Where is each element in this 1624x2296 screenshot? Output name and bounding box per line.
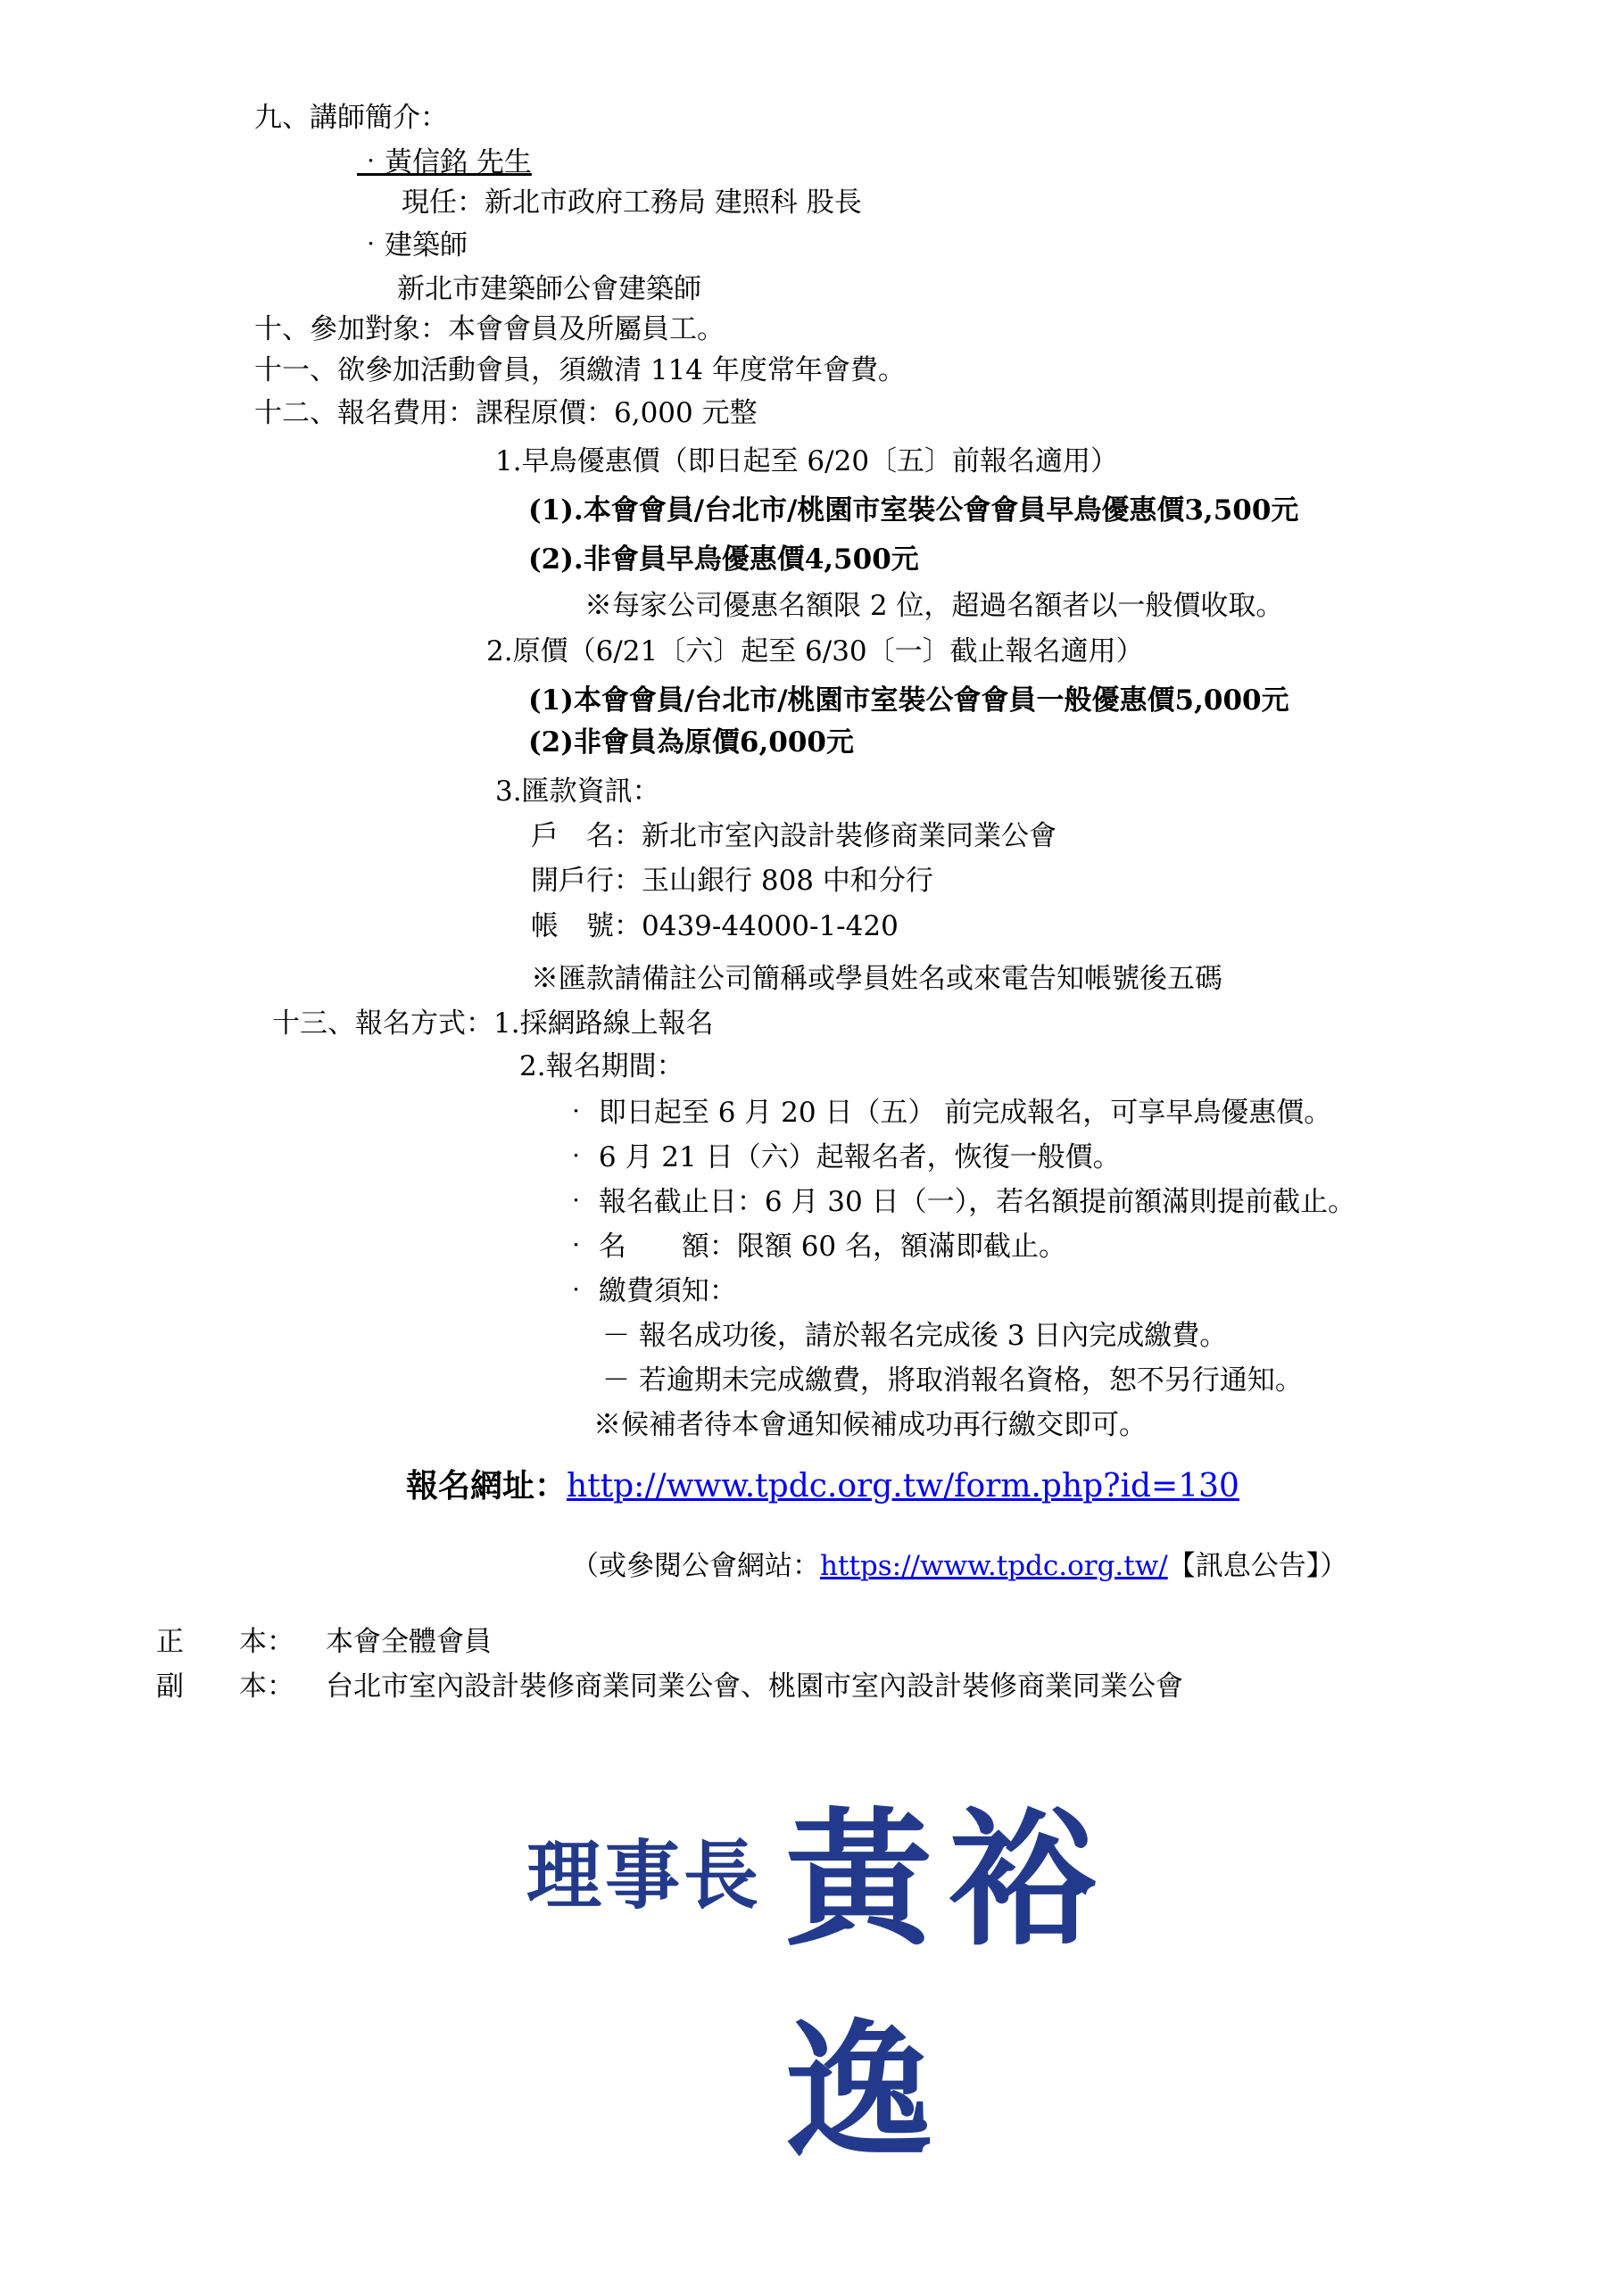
- instructor-name: ‧黃信銘 先生: [357, 146, 532, 178]
- instructor-current-role: 現任：新北市政府工務局 建照科 股長: [402, 186, 862, 219]
- distribution-main-label: 正 本：: [156, 1626, 294, 1658]
- remittance-note: ※匯款請備註公司簡稱或學員姓名或來電告知帳號後五碼: [531, 963, 1222, 995]
- regular-nonmember-price: (2)非會員為原價6,000元: [528, 726, 854, 758]
- distribution-copy-label: 副 本：: [156, 1670, 294, 1703]
- remittance-heading: 3.匯款資訊：: [495, 775, 660, 808]
- distribution-main-value: 本會全體會員: [326, 1626, 492, 1658]
- registration-bullet: ‧ 繳費須知：: [562, 1275, 737, 1307]
- remittance-bank: 開戶行：玉山銀行 808 中和分行: [531, 865, 933, 897]
- website-reference-suffix: 【訊息公告】）: [1167, 1550, 1348, 1582]
- website-link[interactable]: https://www.tpdc.org.tw/: [820, 1550, 1168, 1582]
- early-bird-member-price: (1).本會會員/台北市/桃園市室裝公會會員早鳥優惠價3,500元: [528, 494, 1299, 526]
- instructor-title-detail: 新北市建築師公會建築師: [397, 273, 701, 305]
- instructor-title: ‧建築師: [357, 229, 468, 261]
- remittance-account-name: 戶 名：新北市室內設計裝修商業同業公會: [531, 820, 1056, 852]
- registration-url-line: [406, 1463, 1239, 1509]
- chairman-signature-stamp: [526, 1762, 1231, 2177]
- payment-rule: － 報名成功後，請於報名完成後 3 日內完成繳費。: [602, 1320, 1228, 1352]
- registration-url-label: 報名網址：: [406, 1467, 568, 1504]
- registration-bullet: ‧ 6 月 21 日（六）起報名者，恢復一般價。: [562, 1141, 1121, 1173]
- registration-bullet: ‧ 即日起至 6 月 20 日（五） 前完成報名，可享早鳥優惠價。: [562, 1097, 1332, 1129]
- website-reference-line: [571, 1546, 1347, 1586]
- payment-rule: － 若逾期未完成繳費，將取消報名資格，恕不另行通知。: [602, 1364, 1303, 1397]
- remittance-account-number: 帳 號：0439-44000-1-420: [531, 910, 899, 942]
- signature-name: 黃裕逸: [785, 1793, 1112, 2177]
- audience-line: 十、參加對象：本會會員及所屬員工。: [254, 313, 725, 345]
- early-bird-heading: 1.早鳥優惠價（即日起至 6/20〔五〕前報名適用）: [495, 445, 1119, 477]
- registration-bullet: ‧ 名 額：限額 60 名，額滿即截止。: [562, 1231, 1067, 1263]
- signature-title: 理事長: [526, 1831, 763, 1919]
- website-reference-prefix: （或參閱公會網站：: [571, 1550, 820, 1582]
- regular-member-price: (1)本會會員/台北市/桃園市室裝公會會員一般優惠價5,000元: [528, 684, 1289, 717]
- fee-heading: 十二、報名費用：課程原價：6,000 元整: [254, 397, 758, 429]
- registration-url-link[interactable]: http://www.tpdc.org.tw/form.php?id=130: [567, 1468, 1239, 1504]
- early-bird-note: ※每家公司優惠名額限 2 位，超過名額者以一般價收取。: [584, 590, 1284, 622]
- waitlist-note: ※候補者待本會通知候補成功再行繳交即可。: [593, 1409, 1147, 1441]
- membership-fee-line: 十一、欲參加活動會員，須繳清 114 年度常年會費。: [254, 354, 906, 386]
- distribution-copy-value: 台北市室內設計裝修商業同業公會、桃園市室內設計裝修商業同業公會: [326, 1670, 1183, 1703]
- early-bird-nonmember-price: (2).非會員早鳥優惠價4,500元: [528, 543, 919, 576]
- registration-bullet: ‧ 報名截止日：6 月 30 日（一），若名額提前額滿則提前截止。: [562, 1186, 1356, 1218]
- instructor-heading: 九、講師簡介：: [254, 102, 448, 134]
- regular-price-heading: 2.原價（6/21〔六〕起至 6/30〔一〕截止報名適用）: [486, 635, 1144, 667]
- registration-heading: 十三、報名方式：1.採網路線上報名: [272, 1007, 714, 1040]
- registration-period-heading: 2.報名期間：: [519, 1050, 684, 1082]
